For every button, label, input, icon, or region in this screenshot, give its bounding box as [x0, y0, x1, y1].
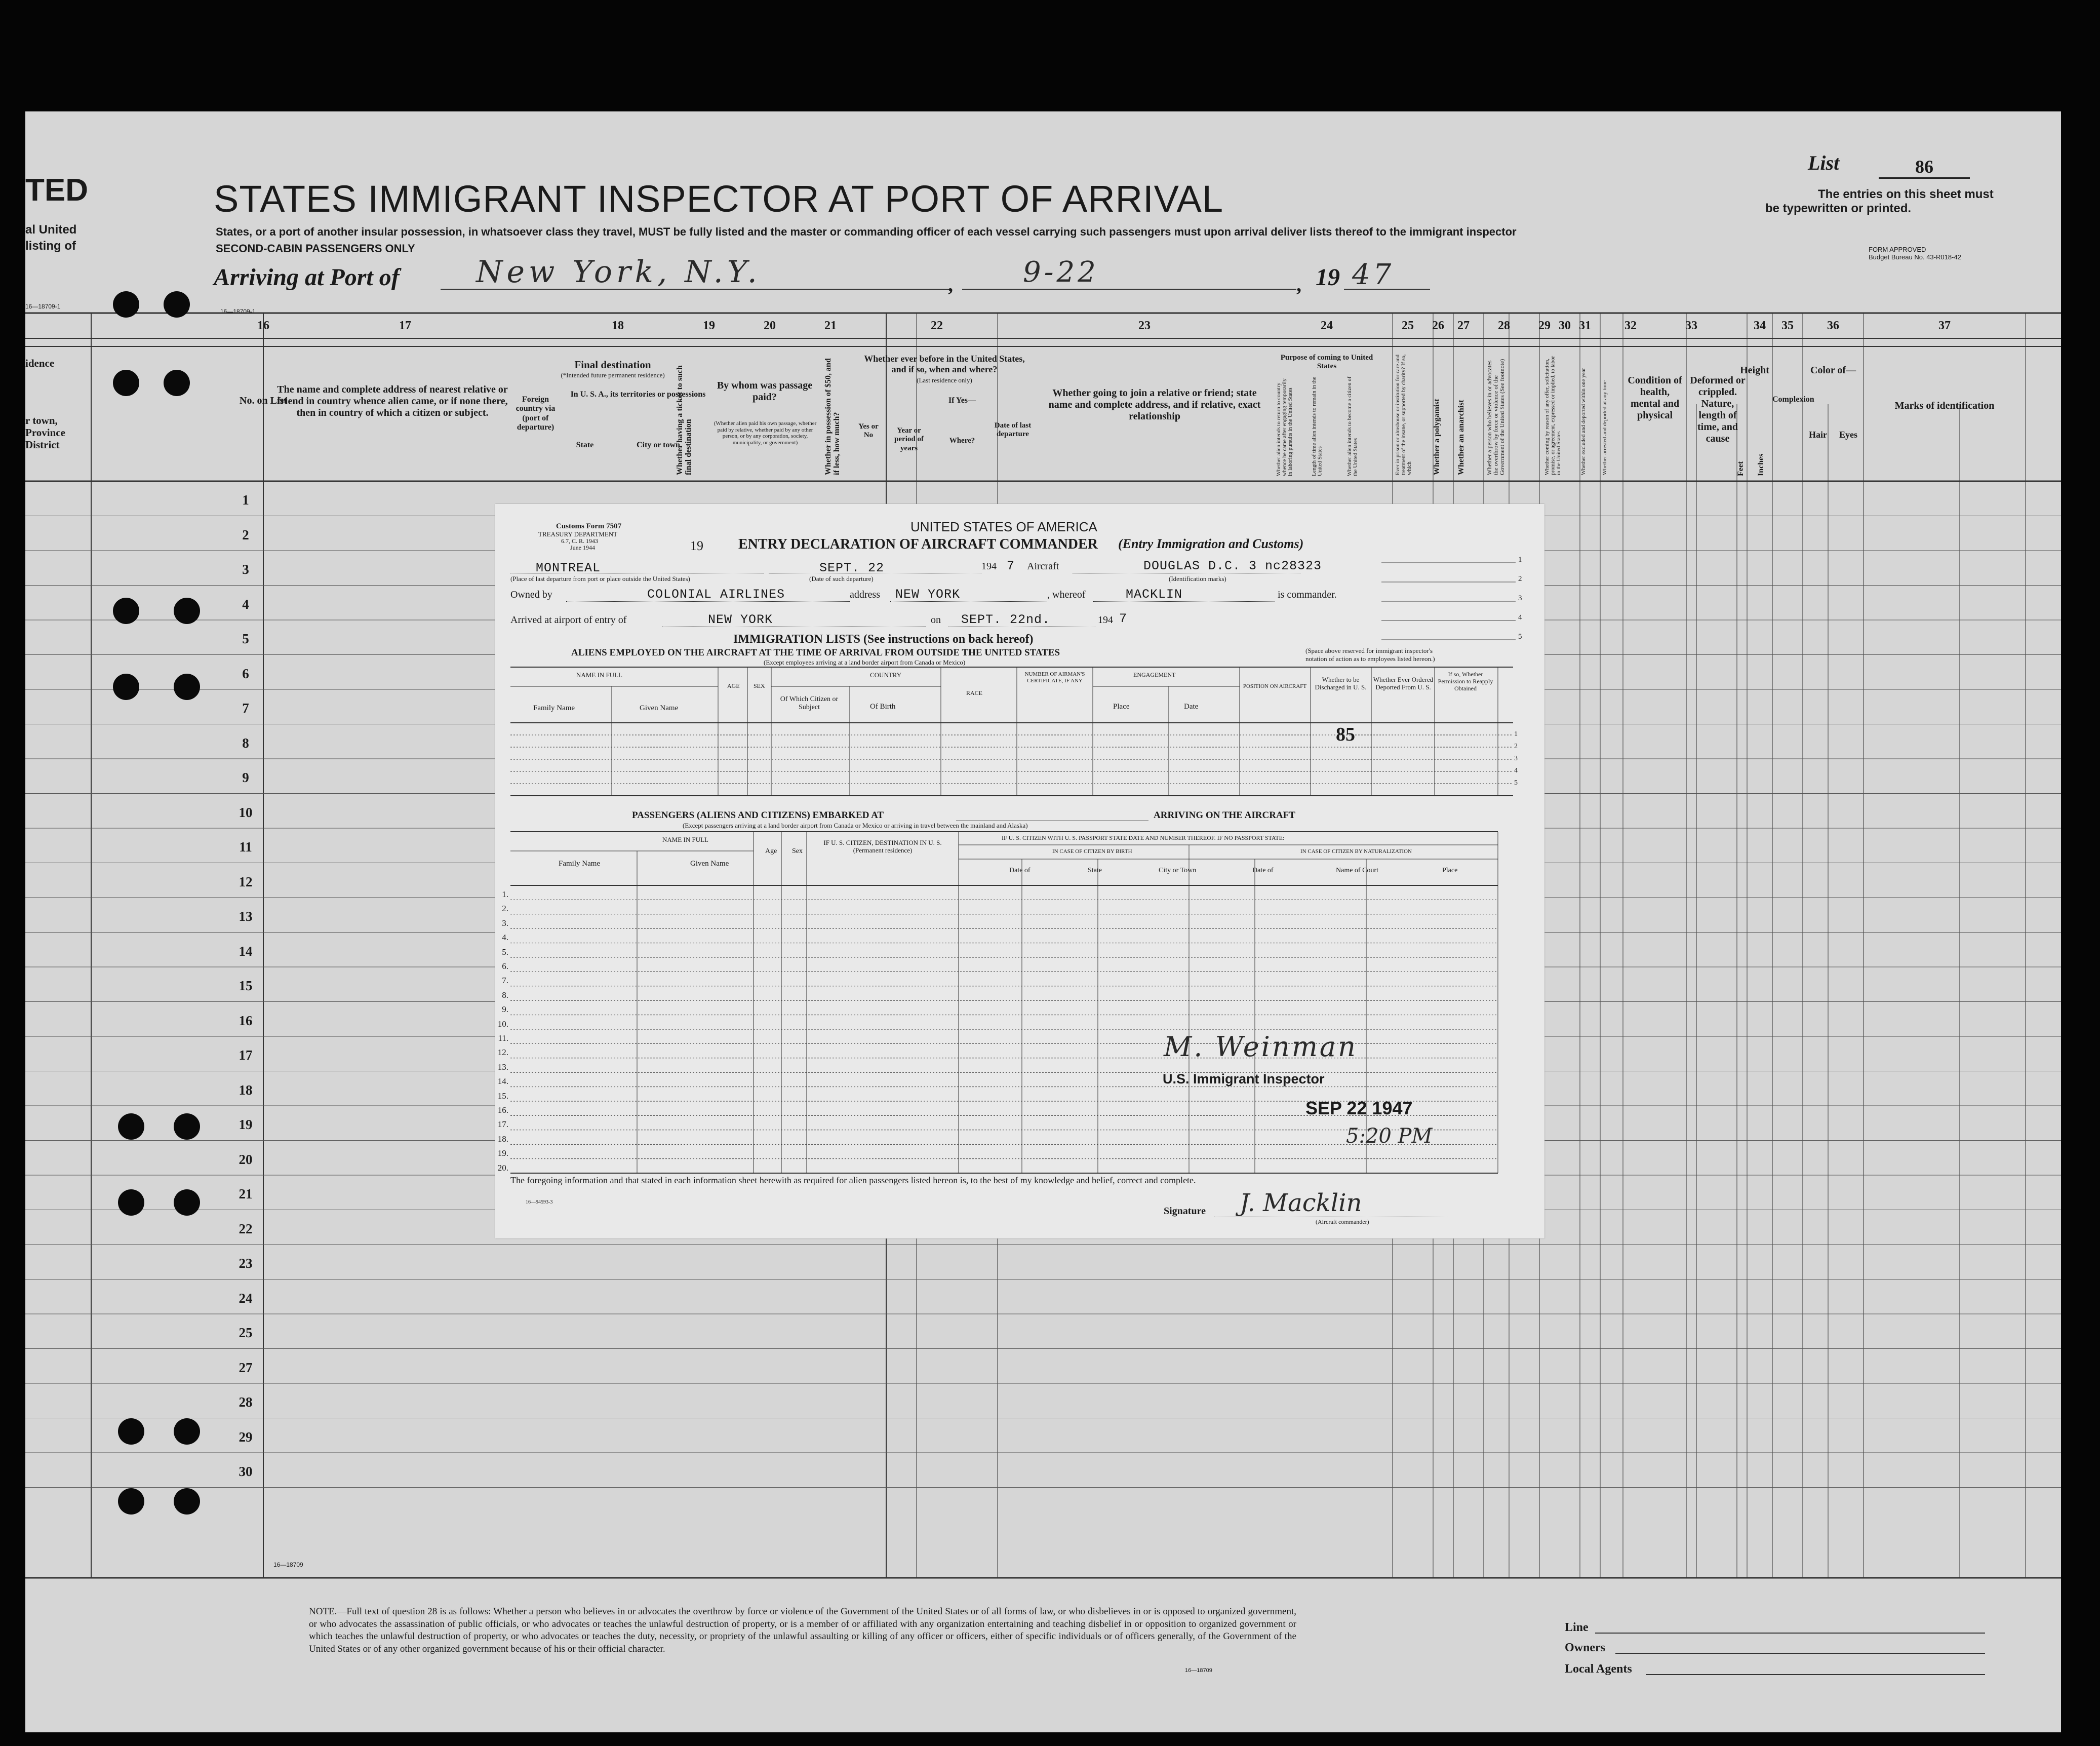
passenger-row-number: 3.	[502, 918, 508, 928]
row-number: 22	[239, 1221, 253, 1236]
passenger-row-number: 12.	[497, 1047, 508, 1058]
header-c17: The name and complete address of nearest relative or friend in country whence alien came, or if none there, then in country of which a citizen or subject.	[277, 384, 508, 418]
col-num-33: 33	[1685, 319, 1697, 332]
row-number: 4	[242, 596, 249, 612]
header-c36-hair: Hair	[1809, 430, 1827, 440]
header-c20-sub: (Whether alien paid his own passage, whether paid by relative, whether paid by any other person, or by any corporation, society, municipality, or government)	[714, 420, 817, 446]
decl-owner-value: COLONIAL AIRLINES	[647, 587, 785, 602]
punch-hole	[113, 598, 139, 624]
pass-col-by-birth: IN CASE OF CITIZEN BY BIRTH	[1052, 848, 1132, 855]
port-value: New York, N.Y.	[476, 254, 761, 290]
aliens-col-name: NAME IN FULL	[576, 671, 622, 679]
punch-hole	[113, 370, 139, 396]
punch-hole	[174, 674, 200, 700]
punch-hole	[174, 1488, 200, 1515]
decl-address-label: address	[850, 589, 880, 600]
header-c18-sub: (*Intended future permanent residence)	[561, 371, 665, 379]
commander-signature: J. Macklin	[1240, 1189, 1362, 1217]
aliens-row-num: 2	[1514, 743, 1518, 750]
form-approval-1: FORM APPROVED	[1869, 246, 1926, 253]
col-num-17: 17	[399, 319, 411, 332]
inspector-title: U.S. Immigrant Inspector	[1163, 1071, 1325, 1087]
header-c25: Ever in prison or almshouse or institution for care and treatment of the insane, or supported by charity? If so, which	[1395, 354, 1413, 475]
header-c28: Whether a person who believes in or advocates the overthrow by force or violence of the Government of the United States (See footnote)	[1486, 359, 1506, 475]
passenger-row-number: 16.	[497, 1105, 508, 1115]
header-c37: Marks of identification	[1894, 400, 1995, 411]
col-num-20: 20	[764, 319, 776, 332]
header-c24-b: Length of time alien intends to remain in the United States	[1311, 376, 1323, 476]
inspector-signature: M. Weinman	[1164, 1031, 1358, 1063]
header-c22-sub: (Last residence only)	[917, 376, 972, 384]
passenger-row-number: 4.	[502, 933, 508, 943]
passenger-row-number: 10.	[497, 1019, 508, 1029]
aliens-col-airman: NUMBER OF AIRMAN'S CERTIFICATE, IF ANY	[1024, 671, 1085, 684]
row-number: 24	[239, 1290, 253, 1306]
passenger-row-number: 2.	[502, 904, 508, 914]
header-c22-year: Year or period of years	[894, 426, 924, 452]
header-c34-inches: Inches	[1757, 453, 1765, 476]
header-c29: Whether coming by reason of any offer, solicitation, promise, or agreement, expressed or implied, to labor in the United States	[1544, 356, 1562, 475]
header-c31: Whether arrested and deported at any time	[1602, 380, 1608, 475]
date-comma: ,	[1296, 273, 1301, 296]
decl-margin-num: 3	[1518, 594, 1522, 602]
header-c36-title: Color of—	[1810, 365, 1856, 376]
aliens-col-sex: SEX	[754, 682, 765, 689]
decl-immigration-title: IMMIGRATION LISTS (See instructions on back hereof)	[733, 633, 1034, 646]
port-comma: ,	[948, 273, 953, 296]
header-c24-title: Purpose of coming to United States	[1280, 354, 1373, 371]
col-num-36: 36	[1827, 319, 1839, 332]
entry-declaration-form	[495, 504, 1544, 1238]
decl-address-line	[890, 601, 1047, 602]
row-number: 14	[239, 943, 253, 959]
aliens-col-given: Given Name	[640, 704, 679, 712]
pass-col-city: City or Town	[1159, 867, 1197, 874]
row-number: 19	[239, 1117, 253, 1132]
passenger-row-number: 1.	[502, 889, 508, 899]
decl-form-no-1: Customs Form 7507	[556, 522, 622, 530]
col-num-31: 31	[1579, 319, 1591, 332]
col-num-35: 35	[1781, 319, 1794, 332]
header-c27: Whether an anarchist	[1457, 400, 1465, 475]
aliens-col-race: RACE	[966, 689, 983, 696]
decl-aircraft-label: Aircraft	[1027, 561, 1059, 572]
decl-form-no-2: TREASURY DEPARTMENT	[538, 530, 618, 538]
header-c34-title: Height	[1740, 365, 1769, 376]
row-number: 3	[242, 562, 249, 577]
punch-hole	[174, 1113, 200, 1140]
aliens-col-engagement: ENGAGEMENT	[1133, 671, 1176, 678]
decl-aliens-sub: (Except employees arriving at a land border airport from Canada or Mexico)	[764, 658, 966, 666]
row-number: 23	[239, 1256, 253, 1271]
punch-hole	[174, 1418, 200, 1445]
punch-hole	[174, 1189, 200, 1216]
bottom-form-code: 16—18709	[273, 1561, 303, 1568]
punch-hole	[164, 291, 190, 318]
pass-col-age: Age	[765, 847, 777, 855]
form-code-mid: 16—18709-1	[220, 308, 256, 315]
decl-reserved-note-2: notation of action as to employees listed hereon.)	[1305, 655, 1435, 663]
stamp-date: SEP 22 1947	[1305, 1098, 1413, 1118]
header-c22-ifyes: If Yes—	[948, 396, 976, 405]
decl-margin-num: 1	[1518, 556, 1522, 564]
punch-hole	[164, 370, 190, 396]
header-c35: Complexion	[1772, 395, 1814, 404]
decl-date-caption: (Date of such departure)	[809, 575, 874, 583]
punch-hole	[113, 291, 139, 318]
aliens-col-place: Place	[1113, 703, 1130, 711]
passengers-sub: (Except passengers arriving at a land border airport from Canada or Mexico or arriving in travel between the mainland and Alaska)	[683, 822, 1028, 829]
col-num-30: 30	[1559, 319, 1571, 332]
row-number: 7	[242, 701, 249, 716]
decl-title: ENTRY DECLARATION OF AIRCRAFT COMMANDER	[738, 536, 1098, 552]
left-fragment-header-1: idence	[25, 357, 55, 369]
row-number: 21	[239, 1186, 253, 1201]
col-num-18: 18	[612, 319, 624, 332]
aliens-col-country: COUNTRY	[870, 671, 902, 679]
header-c18-title: Final destination	[574, 359, 651, 371]
class-line: SECOND-CABIN PASSENGERS ONLY	[216, 242, 415, 255]
punch-hole	[113, 674, 139, 700]
decl-arrived-date: SEPT. 22nd.	[961, 612, 1051, 627]
col-num-23: 23	[1138, 319, 1151, 332]
left-fragment-header-4: District	[25, 439, 60, 451]
passenger-row-number: 17.	[497, 1119, 508, 1130]
header-c33: Deformed or crippled. Nature, length of time, and cause	[1690, 375, 1746, 444]
manifest-page	[25, 111, 2061, 1732]
aliens-col-date: Date	[1184, 703, 1199, 711]
list-number: 86	[1879, 156, 1970, 179]
pass-col-place: Place	[1442, 867, 1458, 874]
passenger-row-number: 14.	[497, 1076, 508, 1087]
decl-margin-lines	[1381, 555, 1523, 641]
passenger-row-number: 6.	[502, 961, 508, 971]
aliens-col-deported: Whether Ever Ordered Deported From U. S.	[1373, 676, 1434, 691]
header-c19: Whether having a ticket to such final destination	[676, 365, 693, 475]
header-c30: Whether excluded and deported within one year	[1580, 368, 1587, 475]
aliens-row-num: 3	[1514, 755, 1518, 762]
row-number: 13	[239, 909, 253, 924]
date-value: 9-22	[1023, 256, 1099, 289]
decl-owned-label: Owned by	[510, 589, 552, 600]
col-num-26: 26	[1432, 319, 1444, 332]
pass-col-family: Family Name	[559, 860, 601, 868]
decl-form-no-3: 6.7, C. R. 1943	[561, 537, 599, 545]
decl-title-suffix: (Entry Immigration and Customs)	[1118, 536, 1304, 551]
punch-hole	[118, 1488, 144, 1515]
header-c23: Whether going to join a relative or friend; state name and complete address, and if relative, exact relationship	[1048, 387, 1261, 422]
passenger-row-number: 13.	[497, 1062, 508, 1072]
typewritten-note-1: The entries on this sheet must	[1818, 187, 1994, 201]
decl-arrived-year-prefix: 194	[1098, 614, 1113, 626]
owners-underline	[1615, 1653, 1985, 1654]
row-number: 12	[239, 874, 253, 889]
pass-col-by-nat: IN CASE OF CITIZEN BY NATURALIZATION	[1300, 848, 1412, 855]
header-c18-foreign: Foreign country via (port of departure)	[516, 395, 556, 432]
pass-col-court: Name of Court	[1336, 867, 1378, 874]
decl-whereof-label: , whereof	[1047, 589, 1086, 600]
passenger-row-number: 7.	[502, 976, 508, 986]
row-number: 10	[239, 804, 253, 820]
punch-hole	[118, 1418, 144, 1445]
col-num-22: 22	[931, 319, 943, 332]
line-underline	[1595, 1633, 1985, 1634]
passenger-row-number: 18.	[497, 1134, 508, 1144]
row-number: 11	[239, 839, 252, 855]
row-number: 9	[242, 770, 249, 785]
passengers-title: PASSENGERS (ALIENS AND CITIZENS) EMBARKED AT	[632, 810, 884, 821]
row-number: 20	[239, 1151, 253, 1167]
page-subtitle: States, or a port of another insular possession, in whatsoever class they travel, MUST be fully listed and the master or commanding officer of each vessel carrying such passengers must upon arrival deliver lists thereof to the immigrant inspector	[216, 225, 1517, 238]
decl-ident-caption: (Identification marks)	[1169, 575, 1226, 583]
typewritten-note-2: be typewritten or printed.	[1765, 202, 1912, 215]
header-c18-state: State	[576, 441, 594, 449]
header-c36-eyes: Eyes	[1839, 430, 1857, 440]
punch-hole	[118, 1113, 144, 1140]
row-number: 17	[239, 1047, 253, 1063]
row-number: 8	[242, 735, 249, 751]
decl-commander-line	[1093, 601, 1275, 602]
header-c16: No. on List	[240, 395, 287, 406]
row-number: 28	[239, 1394, 253, 1410]
list-label: List	[1808, 151, 1840, 174]
commander-caption: (Aircraft commander)	[1316, 1218, 1369, 1225]
col-num-37: 37	[1938, 319, 1951, 332]
pass-col-destination: IF U. S. CITIZEN, DESTINATION IN U. S. (Permanent residence)	[823, 839, 942, 854]
row-number: 5	[242, 631, 249, 646]
decl-arrived-year-digit: 7	[1119, 611, 1128, 626]
bottom-owners-label: Owners	[1565, 1641, 1605, 1654]
aliens-row-num: 4	[1514, 767, 1518, 774]
form-approval-2: Budget Bureau No. 43-R018-42	[1869, 253, 1961, 261]
form-code-left: 16—18709-1	[25, 303, 61, 310]
left-fragment-line-1: al United	[25, 223, 77, 237]
header-c26: Whether a polygamist	[1433, 399, 1441, 475]
signature-label: Signature	[1164, 1206, 1206, 1217]
year-value: 47	[1352, 258, 1395, 291]
local-agents-underline	[1646, 1674, 1985, 1675]
punch-hole	[174, 598, 200, 624]
col-num-25: 25	[1402, 319, 1414, 332]
decl-aliens-title: ALIENS EMPLOYED ON THE AIRCRAFT AT THE TIME OF ARRIVAL FROM OUTSIDE THE UNITED STATES	[571, 647, 1060, 658]
decl-form-no-4: June 1944	[570, 544, 595, 551]
pass-col-name: NAME IN FULL	[662, 836, 708, 843]
row-number: 30	[239, 1464, 253, 1479]
passenger-row-number: 9.	[502, 1004, 508, 1015]
header-c34-feet: Feet	[1736, 461, 1745, 476]
col-num-27: 27	[1457, 319, 1470, 332]
decl-from-caption: (Place of last departure from port or place outside the United States)	[510, 575, 690, 583]
col-num-19: 19	[703, 319, 715, 332]
row-number: 6	[242, 666, 249, 681]
decl-form-code: 16—94593-3	[526, 1199, 553, 1205]
aliens-col-birth: Of Birth	[870, 703, 896, 711]
passenger-row-number: 19.	[497, 1148, 508, 1158]
row-number: 2	[242, 527, 249, 542]
decl-from-value: MONTREAL	[536, 561, 601, 575]
header-c24-c: Whether alien intends to become a citizen of the United States	[1346, 376, 1359, 476]
punch-hole	[118, 1189, 144, 1216]
aliens-col-family: Family Name	[533, 704, 575, 712]
decl-address-value: NEW YORK	[895, 587, 961, 602]
row-number: 16	[239, 1013, 253, 1028]
decl-margin-num: 5	[1518, 633, 1522, 641]
aliens-col-discharged: Whether to be Discharged in U. S.	[1315, 676, 1367, 691]
row-number: 18	[239, 1082, 253, 1098]
decl-aircraft-value: DOUGLAS D.C. 3 nc28323	[1143, 559, 1322, 573]
page-title: STATES IMMIGRANT INSPECTOR AT PORT OF ARRIVAL	[214, 178, 1224, 220]
footnote-code: 16—18709	[1185, 1667, 1212, 1674]
header-c20-title: By whom was passage paid?	[717, 380, 813, 403]
stamp-number: 85	[1336, 724, 1355, 745]
decl-nineteen: 19	[690, 538, 703, 553]
bottom-local-agents-label: Local Agents	[1565, 1662, 1632, 1676]
passenger-row-number: 15.	[497, 1091, 508, 1101]
row-number: 25	[239, 1325, 253, 1340]
pass-col-date-of: Date of	[1009, 867, 1031, 874]
passenger-row-number: 8.	[502, 990, 508, 1000]
pass-col-state: State	[1088, 867, 1102, 874]
pass-col-sex: Sex	[792, 847, 803, 855]
aliens-row-num: 5	[1514, 779, 1518, 787]
row-number: 27	[239, 1360, 253, 1375]
passenger-row-number: 11.	[498, 1033, 508, 1043]
header-c24-a: Whether alien intends to return to country whence he came after engaging temporarily in laboring pursuits in the United States	[1276, 378, 1294, 476]
decl-year-digit: 7	[1007, 559, 1015, 573]
decl-country: UNITED STATES OF AMERICA	[910, 519, 1097, 534]
col-num-32: 32	[1624, 319, 1637, 332]
footnote-q28: NOTE.—Full text of question 28 is as follows: Whether a person who believes in or advocates the overthrow by force or violence of the Government of the United States or of all forms of law, or who disbelieves in or is opposed to organized government, or who advocates the assassination of public officials, or who advocates or teaches the unlawful destruction of property, or is a member of or affiliated with any organization entertaining and teaching disbelief in or opposition to organized government or which teaches the unlawful destruction of property, or who advocates or teaches the duty, necessity, or propriety of the unlawful assaulting or killing of any officer or officers, either of specific individuals or of officers generally, of the Government of the United States or of any other organized government because of his or their official character.	[309, 1606, 1296, 1655]
row-number: 15	[239, 978, 253, 993]
decl-year-prefix: 194	[981, 561, 997, 572]
decl-owner-line	[566, 601, 850, 602]
decl-date-value: SEPT. 22	[819, 561, 885, 575]
pass-col-date-of-2: Date of	[1252, 867, 1274, 874]
left-fragment-title: TED	[25, 173, 88, 208]
stamp-time: 5:20 PM	[1346, 1124, 1433, 1148]
decl-margin-num: 2	[1518, 575, 1522, 583]
col-num-29: 29	[1538, 319, 1551, 332]
certification-text: The foregoing information and that stated in each information sheet herewith as required for alien passengers listed hereon is, to the best of my knowledge and belief, correct and complete.	[510, 1175, 1196, 1185]
left-fragment-line-2: listing of	[25, 239, 76, 253]
passengers-title-2: ARRIVING ON THE AIRCRAFT	[1154, 810, 1295, 821]
header-c18-city: City or town	[637, 441, 680, 449]
bottom-line-label: Line	[1565, 1621, 1589, 1634]
decl-arrived-value: NEW YORK	[708, 612, 773, 627]
row-number: 29	[239, 1429, 253, 1445]
decl-arrived-label: Arrived at airport of entry of	[510, 614, 627, 626]
header-c22-date: Date of last departure	[994, 421, 1032, 439]
decl-on-label: on	[931, 614, 941, 626]
pass-col-given: Given Name	[690, 860, 729, 868]
col-num-21: 21	[824, 319, 837, 332]
header-c18-usa: In U. S. A., its territories or possessions	[570, 390, 706, 399]
aliens-row-num: 1	[1514, 730, 1518, 738]
col-num-16: 16	[257, 319, 269, 332]
decl-commander-value: MACKLIN	[1126, 587, 1183, 602]
decl-reserved-note-1: (Space above reserved for immigrant inspector's	[1305, 647, 1433, 654]
header-c21: Whether in possession of $50, and if less, how much?	[824, 358, 841, 475]
aliens-table-grid	[510, 666, 1523, 798]
passenger-row-number: 5.	[502, 947, 508, 957]
aliens-col-reapply: If so, Whether Permission to Reapply Obtained	[1438, 671, 1493, 692]
col-num-34: 34	[1754, 319, 1766, 332]
header-c22-yesno: Yes or No	[858, 422, 879, 440]
aliens-col-citizen: Of Which Citizen or Subject	[780, 695, 839, 712]
header-c22-where: Where?	[949, 437, 975, 445]
header-c32: Condition of health, mental and physical	[1628, 375, 1682, 421]
aliens-col-age: AGE	[727, 682, 740, 689]
header-c22-title: Whether ever before in the United States, and if so, when and where?	[864, 354, 1025, 374]
aliens-col-position: POSITION ON AIRCRAFT	[1243, 683, 1307, 689]
year-prefix: 19	[1316, 264, 1340, 291]
col-num-24: 24	[1321, 319, 1333, 332]
left-fragment-header-3: Province	[25, 426, 65, 439]
decl-margin-num: 4	[1518, 613, 1522, 622]
pass-col-passport: IF U. S. CITIZEN WITH U. S. PASSPORT STATE DATE AND NUMBER THEREOF. IF NO PASSPORT STATE:	[1002, 834, 1285, 841]
row-number: 1	[242, 492, 249, 508]
arriving-label: Arriving at Port of	[214, 264, 400, 291]
decl-is-commander: is commander.	[1278, 589, 1337, 600]
passenger-row-number: 20.	[497, 1162, 508, 1173]
col-num-28: 28	[1498, 319, 1510, 332]
left-fragment-header-2: r town,	[25, 414, 58, 426]
